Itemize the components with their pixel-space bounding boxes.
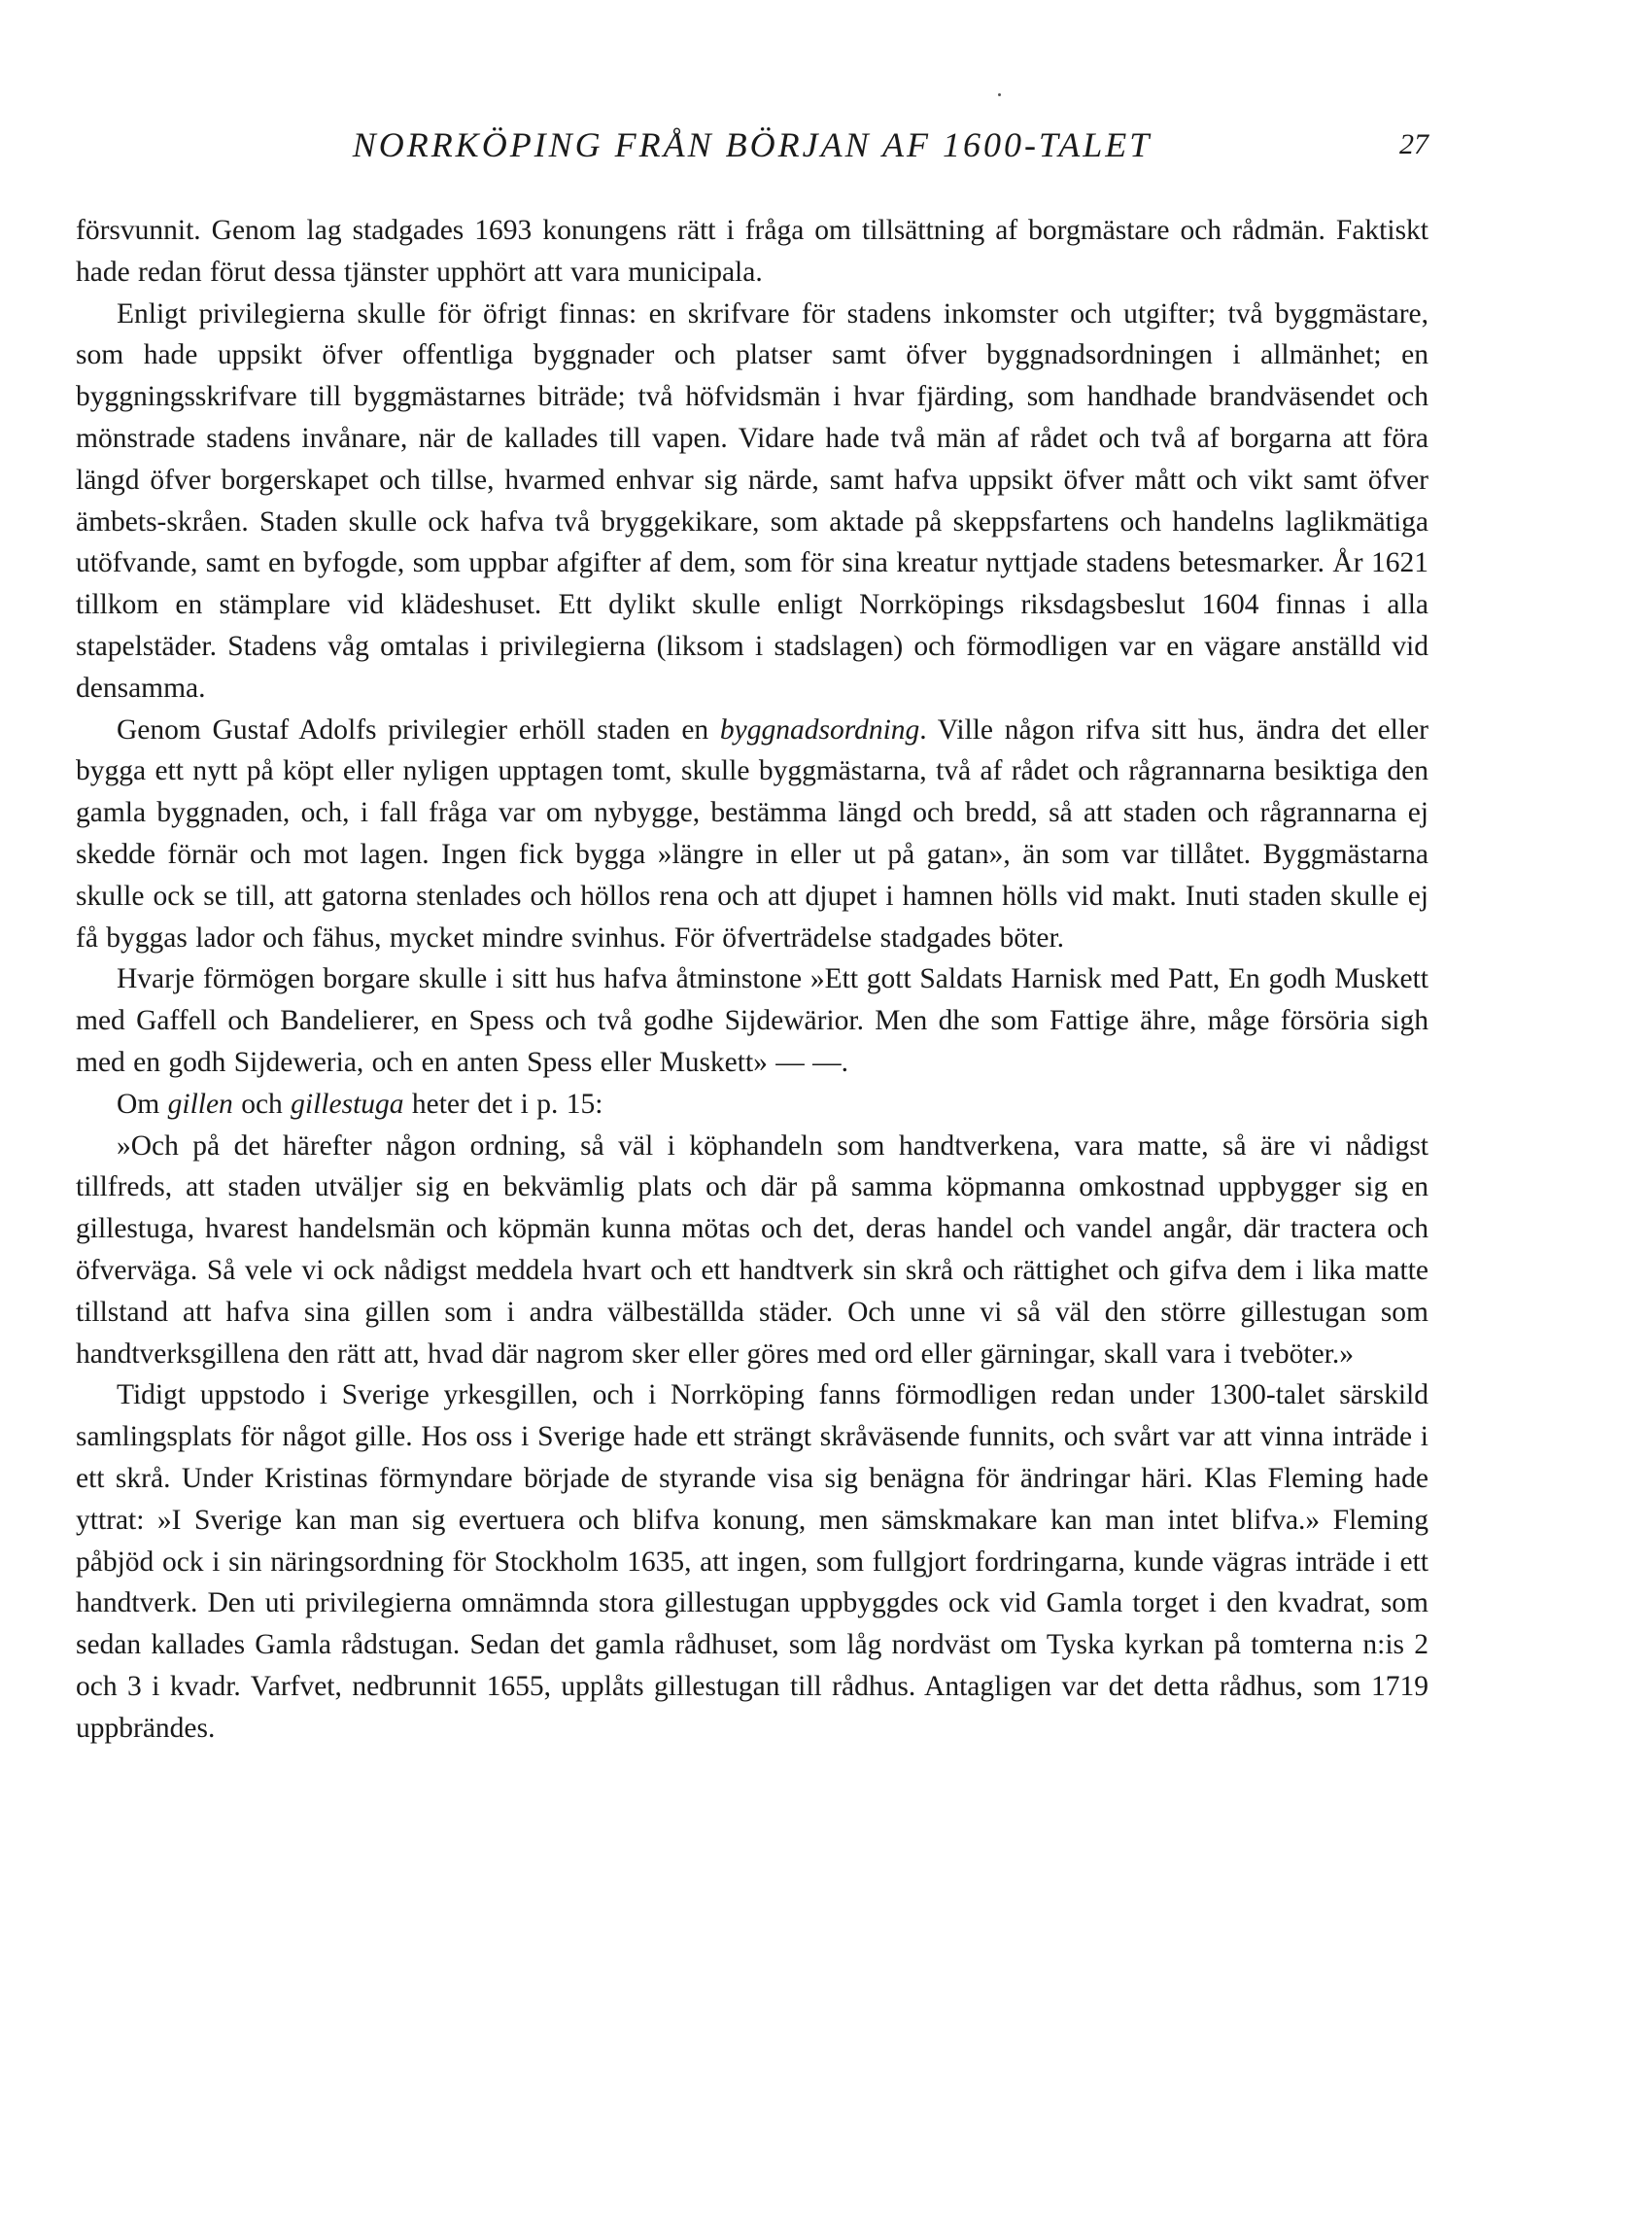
paragraph-2: Enligt privilegierna skulle för öfrigt finnas: en skrifvare för stadens inkomster och utgifter; två byggmästare, som hade uppsikt öfver offentliga byggnader och platser samt öfver byggnadsordningen i allmänhet; en byggningsskrifvare till byggmästarnes biträde; två höfvidsmän i hvar fjärding, som handhade brandväsendet och mönstrade stadens invånare, när de kallades till vapen. Vidare hade två män af rådet och två af borgarna att föra längd öfver borgerskapet och tillse, hvarmed enhvar sig närde, samt hafva uppsikt öfver mått och vikt samt öfver ämbets-skråen. Staden skulle ock hafva två bryggekikare, som aktade på skeppsfartens och handelns laglikmätiga utöfvande, samt en byfogde, som uppbar afgifter af dem, som för sina kreatur nyttjade stadens betesmarker. År 1621 tillkom en stämplare vid klädeshuset. Ett dylikt skulle enligt Norrköpings riksdagsbeslut 1604 finnas i alla stapelstäder. Stadens våg omtalas i privilegierna (liksom i stadslagen) och förmodligen var en vägare anställd vid densamma. [76,297,1428,704]
paragraph-5-emphasis-1: gillen [167,1088,233,1120]
paragraph-4: Hvarje förmögen borgare skulle i sitt hus hafva åtminstone »Ett gott Saldats Harnisk med Patt, En godh Muskett med Gaffell och Bandelierer, en Spess och två godhe Sijdewärior. Men dhe som Fattige ähre, måge försöria sigh med en godh Sijdeweria, och en anten Spess eller Muskett» — —. [76,963,1428,1078]
page-number: 27 [1399,128,1428,160]
paragraph-5 [76,1084,1428,1126]
running-head [76,117,1428,175]
document-page [76,117,1428,1749]
paragraph-6-quote: »Och på det härefter någon ordning, så väl i köphandeln som handtverkena, vara matte, så äre vi nådigst tillfreds, att staden utväljer sig en bekvämlig plats och där på samma köpmanna omkostnad uppbygger sig en gillestuga, hvarest handelsmän och köpmän kunna mötas och det, deras handel och vandel angår, där tractera och öfverväga. Så vele vi ock nådigst meddela hvart och ett handtverk sin skrå och rättighet och gifva dem i lika matte tillstand att hafva sina gillen som i andra välbeställda städer. Och unne vi så väl den större gillestugan som handtverksgillena den rätt att, hvad där nagrom sker eller göres med ord eller gärningar, skall vara i tveböter.» [76,1129,1428,1370]
paragraph-3-emphasis: byggnadsordning [719,713,920,746]
paragraph-5-text-b: och [232,1088,292,1120]
ink-speck [998,93,1001,96]
paragraph-3-text-a: Genom Gustaf Adolfs privilegier erhöll staden en [117,713,720,746]
paragraph-3-text-b: . Ville någon rifva sitt hus, ändra det eller bygga ett nytt på köpt eller nyligen upptagen tomt, skulle byggmästarna, två af rådet och rågrannarna besiktiga den gamla byggnaden, och, i fall fråga var om nybygge, bestämma längd och bredd, så att staden och rågrannarna ej skedde förnär och mot lagen. Ingen fick bygga »längre in eller ut på gatan», än som var tillåtet. Byggmästarna skulle ock se till, att gatorna stenlades och höllos rena och att djupet i hamnen hölls vid makt. Inuti staden skulle ej få byggas lador och fähus, mycket mindre svinhus. För öfverträdelse stadgades böter. [76,713,1428,954]
running-title: NORRKÖPING FRÅN BÖRJAN AF 1600-TALET [352,125,1153,164]
paragraph-7: Tidigt uppstodo i Sverige yrkesgillen, och i Norrköping fanns förmodligen redan under 1300-talet särskild samlingsplats för något gille. Hos oss i Sverige hade ett strängt skråväsende funnits, och svårt var att vinna inträde i ett skrå. Under Kristinas förmyndare började de styrande visa sig benägna för ändringar häri. Klas Fleming hade yttrat: »I Sverige kan man sig evertuera och blifva konung, men sämskmakare kan man intet blifva.» Fleming påbjöd ock i sin näringsordning för Stockholm 1635, att ingen, som fullgjort fordringarna, kunde vägras inträde i ett handtverk. Den uti privilegierna omnämnda stora gillestugan uppbyggdes ock vid Gamla torget i den kvadrat, som sedan kallades Gamla rådstugan. Sedan det gamla rådhuset, som låg nordväst om Tyska kyrkan på tomterna n:is 2 och 3 i kvadr. Varfvet, nedbrunnit 1655, upplåts gillestugan till rådhus. Antagligen var det detta rådhus, som 1719 uppbrändes. [76,1379,1428,1744]
paragraph-3 [76,710,1428,959]
paragraph-1: försvunnit. Genom lag stadgades 1693 konungens rätt i fråga om tillsättning af borgmästare och rådmän. Faktiskt hade redan förut dessa tjänster upphört att vara municipala. [76,215,1428,288]
paragraph-5-emphasis-2: gillestuga [291,1088,404,1120]
paragraph-5-text-c: heter det i p. 15: [403,1088,603,1120]
paragraph-5-text-a: Om [117,1088,168,1120]
